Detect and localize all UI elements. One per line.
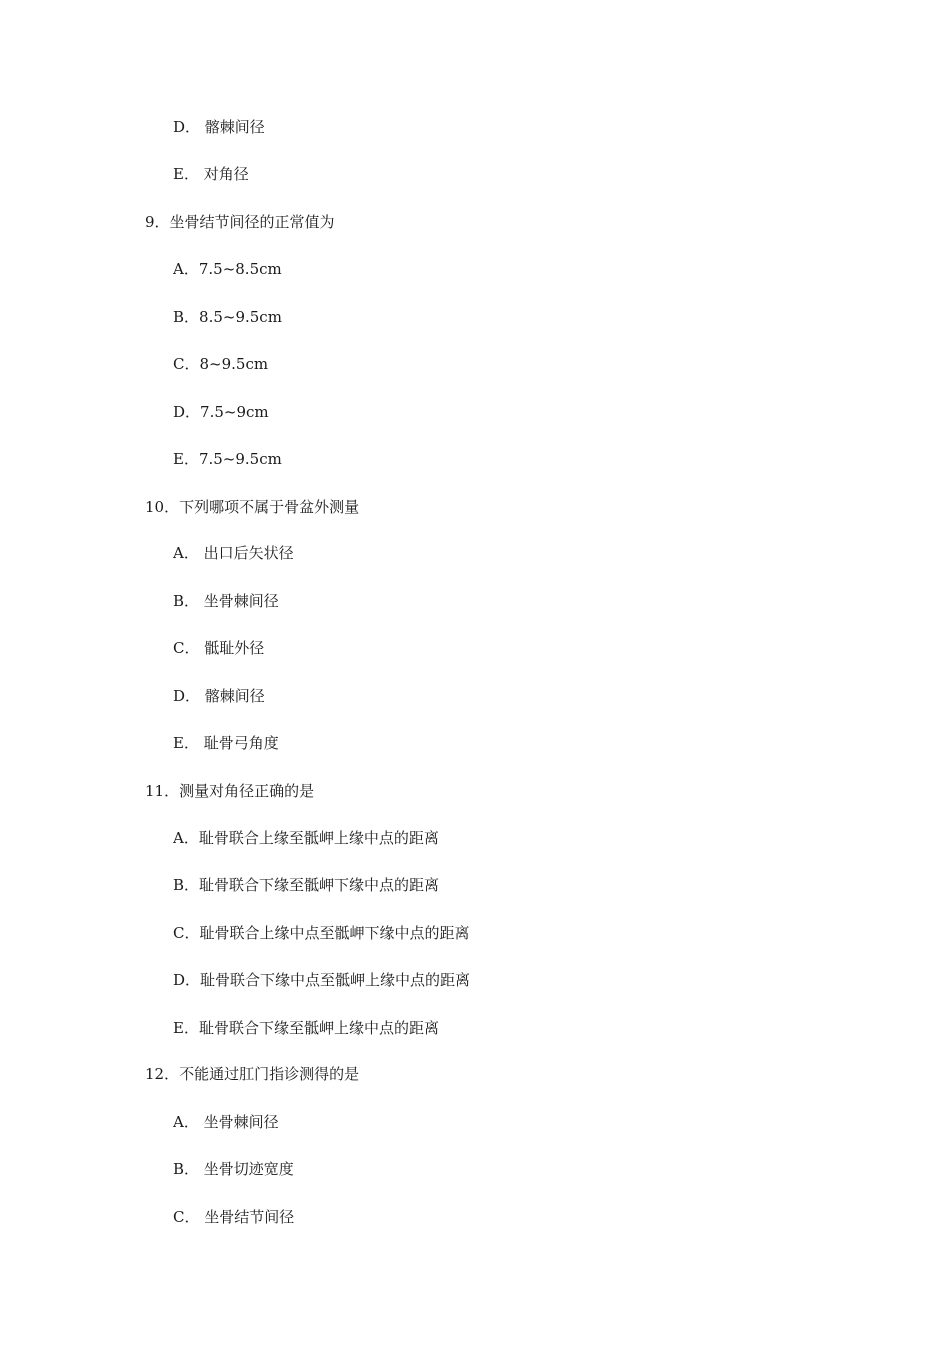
option-12b: B． 坐骨切迹宽度 <box>173 1160 294 1178</box>
option-8e: E． 对角径 <box>173 165 249 183</box>
option-10e: E． 耻骨弓角度 <box>173 734 279 752</box>
option-9c: C．8~9.5cm <box>173 355 269 373</box>
option-12a: A． 坐骨棘间径 <box>173 1113 279 1131</box>
question-10: 10．下列哪项不属于骨盆外测量 <box>145 498 360 516</box>
option-10c: C． 骶耻外径 <box>173 639 265 657</box>
option-9b: B．8.5~9.5cm <box>173 308 282 326</box>
question-9: 9．坐骨结节间径的正常值为 <box>145 213 335 231</box>
option-9d: D．7.5~9cm <box>173 403 269 421</box>
option-9a: A．7.5~8.5cm <box>173 260 282 278</box>
option-10b: B． 坐骨棘间径 <box>173 592 279 610</box>
option-11c: C．耻骨联合上缘中点至骶岬下缘中点的距离 <box>173 924 470 942</box>
option-10a: A． 出口后矢状径 <box>173 544 294 562</box>
question-12: 12．不能通过肛门指诊测得的是 <box>145 1065 360 1083</box>
option-9e: E．7.5~9.5cm <box>173 450 282 468</box>
option-10d: D． 髂棘间径 <box>173 687 265 705</box>
option-11b: B．耻骨联合下缘至骶岬下缘中点的距离 <box>173 876 440 894</box>
option-11a: A．耻骨联合上缘至骶岬上缘中点的距离 <box>173 829 439 847</box>
option-11e: E．耻骨联合下缘至骶岬上缘中点的距离 <box>173 1019 439 1037</box>
option-11d: D．耻骨联合下缘中点至骶岬上缘中点的距离 <box>173 971 471 989</box>
option-8d: D． 髂棘间径 <box>173 118 265 136</box>
question-11: 11．测量对角径正确的是 <box>145 782 315 800</box>
option-12c: C． 坐骨结节间径 <box>173 1208 295 1226</box>
